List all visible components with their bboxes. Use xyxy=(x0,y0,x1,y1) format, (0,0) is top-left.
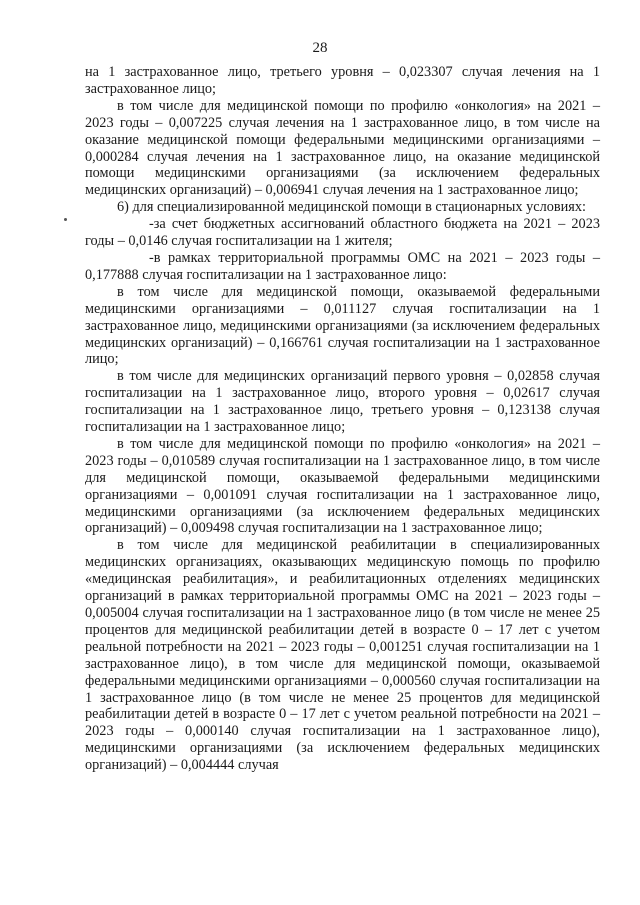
document-body xyxy=(85,64,600,774)
list-dash-marker: - xyxy=(149,216,154,233)
paragraph-oncology-hospitalization: в том числе для медицинской помощи по профилю «онкология» на 2021 – 2023 годы – 0,010589 случая госпитализации на 1 застрахованное лицо, в том числе для медицинской помощи, оказываемой федеральными медицинскими организациями – 0,001091 случая госпитализации на 1 застрахованное лицо, медицинскими организациями (за исключением федеральных медицинских организаций) – 0,009498 случая госпитализации на 1 застрахованное лицо; xyxy=(85,435,600,537)
paragraph-organization-levels: в том числе для медицинских организаций первого уровня – 0,02858 случая госпитализации на 1 застрахованное лицо, второго уровня – 0,02617 случая госпитализации на 1 застрахованное лицо, третьего уровня – 0,123138 случая госпитализации на 1 застрахованное лицо; xyxy=(85,368,600,436)
list-item-oms-program xyxy=(85,250,600,284)
paragraph-continuation: на 1 застрахованное лицо, третьего уровня – 0,023307 случая лечения на 1 застрахованное лицо; xyxy=(85,64,600,97)
paragraph-medical-rehabilitation: в том числе для медицинской реабилитации в специализированных медицинских организациях, оказывающих медицинскую помощь по профилю «медицинская реабилитация», и реабилитационных отделениях медицинских организаций в рамках территориальной программы ОМС на 2021 – 2023 годы – 0,005004 случая госпитализации на 1 застрахованное лицо (в том числе не менее 25 процентов для медицинской реабилитации детей в возрасте 0 – 17 лет с учетом реальной потребности на 2021 – 2023 годы – 0,001251 случая госпитализации на 1 застрахованное лицо), в том числе для медицинской помощи, оказываемой федеральными медицинскими организациями – 0,000560 случая госпитализации на 1 застрахованное лицо (в том числе не менее 25 процентов для медицинской реабилитации детей в возрасте 0 – 17 лет с учетом реальной потребности на 2021 – 2023 годы – 0,000140 случая госпитализации на 1 застрахованное лицо), медицинскими организациями (за исключением федеральных медицинских организаций) – 0,004444 случая xyxy=(85,537,600,774)
paragraph-federal-organizations: в том числе для медицинской помощи, оказываемой федеральными медицинскими организациями – 0,011127 случая госпитализации на 1 застрахованное лицо, медицинскими организациями (за исключением федеральных медицинских организаций) – 0,166761 случая госпитализации на 1 застрахованное лицо; xyxy=(85,283,600,368)
paragraph-oncology-day-hospital: в том числе для медицинской помощи по профилю «онкология» на 2021 – 2023 годы – 0,007225 случая лечения на 1 застрахованное лицо, в том числе на оказание медицинской помощи федеральными медицинскими организациями – 0,000284 случая лечения на 1 застрахованное лицо, на оказание медицинской помощи медицинскими организациями (за исключением федеральных медицинских организаций) – 0,006941 случая лечения на 1 застрахованное лицо; xyxy=(85,97,600,199)
list-item-text: за счет бюджетных ассигнований областного бюджета на 2021 – 2023 годы – 0,0146 случая госпитализации на 1 жителя; xyxy=(85,216,600,250)
list-item-text: в рамках территориальной программы ОМС на 2021 – 2023 годы – 0,177888 случая госпитализации на 1 застрахованное лицо: xyxy=(85,249,600,283)
list-item-regional-budget xyxy=(85,216,600,250)
paragraph-specialized-care-heading: 6) для специализированной медицинской помощи в стационарных условиях: xyxy=(117,199,586,216)
scan-artifact-dot xyxy=(64,218,67,221)
list-dash-marker: - xyxy=(149,249,154,266)
page-number: 28 xyxy=(312,40,328,56)
